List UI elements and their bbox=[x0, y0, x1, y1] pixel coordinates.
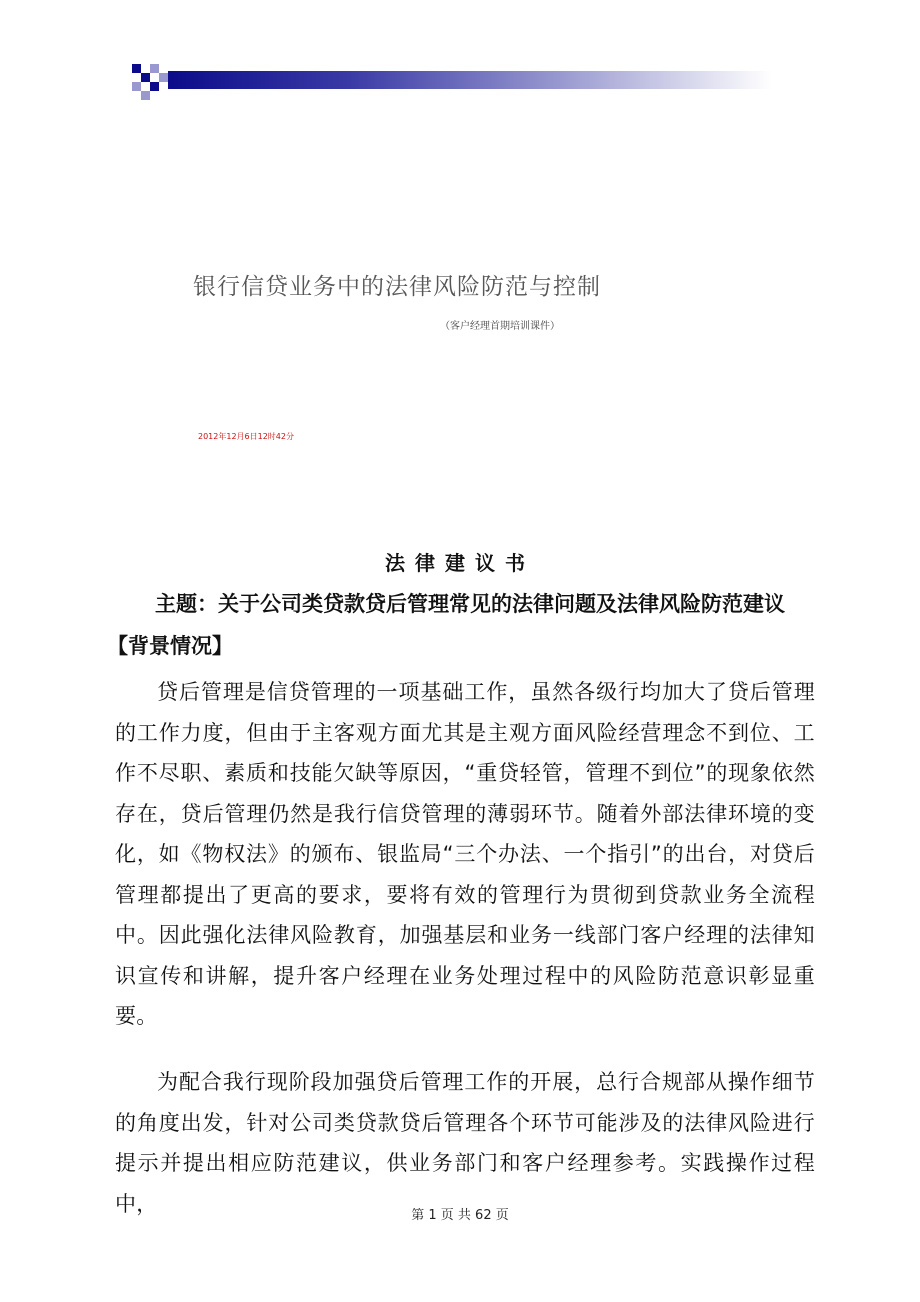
decor-square bbox=[132, 64, 141, 73]
cover-timestamp: 2012年12月6日12时42分 bbox=[198, 432, 294, 441]
decor-square bbox=[141, 91, 150, 100]
paragraph: 为配合我行现阶段加强贷后管理工作的开展，总行合规部从操作细节的角度出发，针对公司类贷款贷后管理各个环节可能涉及的法律风险进行提示并提出相应防范建议，供业务部门和客户经理参考。实践操作过程中， bbox=[115, 1070, 815, 1216]
header-gradient-bar bbox=[168, 71, 772, 89]
cover-subtitle: （客户经理首期培训课件） bbox=[440, 321, 560, 332]
decor-square bbox=[159, 73, 168, 82]
decor-square bbox=[132, 82, 141, 91]
decor-square bbox=[150, 64, 159, 73]
paragraph: 贷后管理是信贷管理的一项基础工作，虽然各级行均加大了贷后管理的工作力度，但由于主客观方面尤其是主观方面风险经营理念不到位、工作不尽职、素质和技能欠缺等原因，“重贷轻管，管理不到位”的现象依然存在，贷后管理仍然是我行信贷管理的薄弱环节。随着外部法律环境的变化，如《物权法》的颁布、银监局“三个办法、一个指引”的出台，对贷后管理都提出了更高的要求，要将有效的管理行为贯彻到贷款业务全流程中。因此强化法律风险教育，加强基层和业务一线部门客户经理的法律知识宣传和讲解，提升客户经理在业务处理过程中的风险防范意识彰显重要。 bbox=[115, 680, 815, 1028]
cover-title: 银行信贷业务中的法律风险防范与控制 bbox=[193, 274, 601, 300]
header-decoration bbox=[132, 64, 772, 100]
section-title: 【背景情况】 bbox=[107, 634, 233, 658]
decor-square bbox=[150, 82, 159, 91]
decor-square bbox=[141, 73, 150, 82]
document-heading: 法律建议书 bbox=[385, 551, 535, 575]
document-subject: 主题：关于公司类贷款贷后管理常见的法律问题及法律风险防范建议 bbox=[155, 592, 785, 616]
page-number: 第 1 页 共 62 页 bbox=[411, 1208, 509, 1223]
